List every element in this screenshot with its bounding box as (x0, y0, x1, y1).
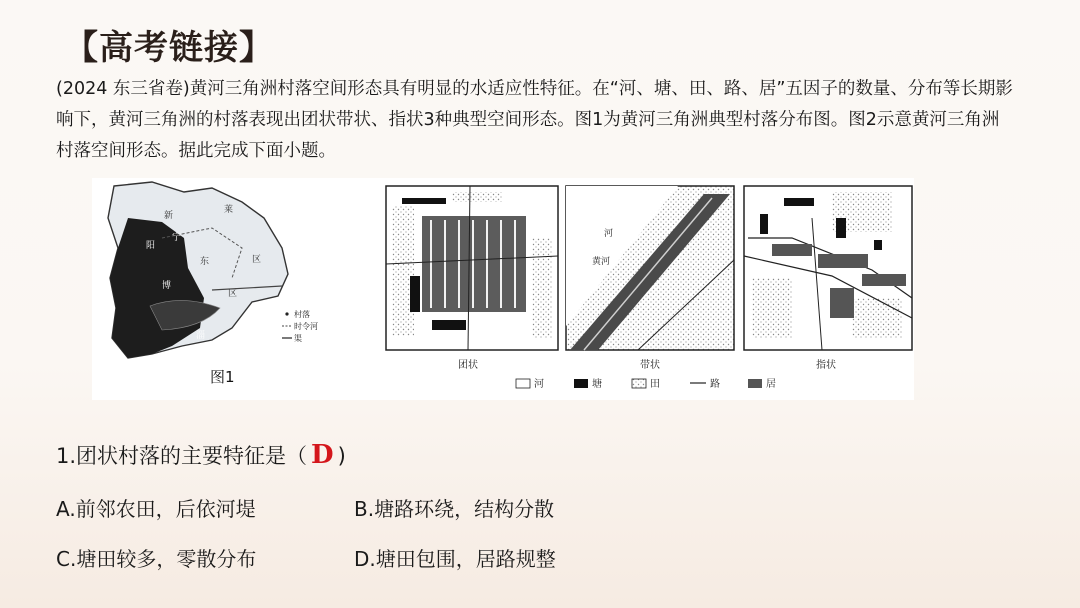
option-a[interactable]: A.前邻农田，后依河堤 (56, 497, 256, 521)
figure1-map (108, 182, 318, 386)
legend-pond: 塘 (592, 379, 602, 390)
svg-text:淄: 淄 (196, 331, 206, 341)
figure-image (92, 178, 914, 400)
question-stem: (2024 东三省卷)黄河三角洲村落空间形态具有明显的水适应性特征。在“河、塘、田、路、居”五因子的数量、分布等长期影响下，黄河三角洲的村落表现出团状带状、指状3种典型空间形态。图1为黄河三角洲典型村落分布图。图2示意黄河三角洲村落空间形态。据此完成下面小题。 (56, 79, 1013, 161)
panel-strip (566, 186, 734, 371)
panel-strip-label: 带状 (640, 360, 660, 371)
panel-cluster (386, 186, 558, 371)
option-d[interactable]: D.塘田包围，居路规整 (354, 547, 556, 571)
svg-text:新: 新 (164, 211, 174, 221)
figure-legend (516, 377, 776, 390)
svg-text:区: 区 (228, 289, 238, 299)
question-1-close: ) (337, 444, 346, 468)
map-legend-river: 时令河 (294, 322, 318, 331)
legend-residence: 居 (766, 379, 776, 390)
map-legend-village: 村落 (294, 310, 310, 319)
svg-text:阳: 阳 (146, 241, 156, 251)
svg-text:莱: 莱 (224, 205, 234, 215)
panel-cluster-label: 团状 (458, 360, 478, 371)
panel-finger-label: 指状 (816, 360, 836, 371)
option-b[interactable]: B.塘路环绕，结构分散 (354, 497, 555, 521)
figure1-caption: 图1 (210, 368, 235, 386)
legend-road: 路 (710, 379, 720, 390)
option-c[interactable]: C.塘田较多，零散分布 (56, 547, 257, 571)
map-legend (282, 309, 318, 343)
svg-text:东: 东 (200, 257, 210, 267)
svg-text:博: 博 (162, 281, 172, 291)
section-heading: 【高考链接】 (64, 28, 274, 68)
legend-river: 河 (534, 379, 544, 390)
question-1-text: 1.团状村落的主要特征是（ (56, 444, 308, 468)
map-legend-canal: 渠 (294, 334, 302, 343)
legend-field: 田 (650, 379, 660, 390)
panel-finger (744, 186, 912, 371)
question-1 (56, 440, 346, 470)
svg-text:宁: 宁 (172, 233, 182, 243)
panel-strip-river: 黄河 (592, 257, 611, 267)
svg-text:区: 区 (252, 255, 262, 265)
answer-mark: D (311, 440, 334, 470)
svg-text:河: 河 (604, 229, 614, 239)
